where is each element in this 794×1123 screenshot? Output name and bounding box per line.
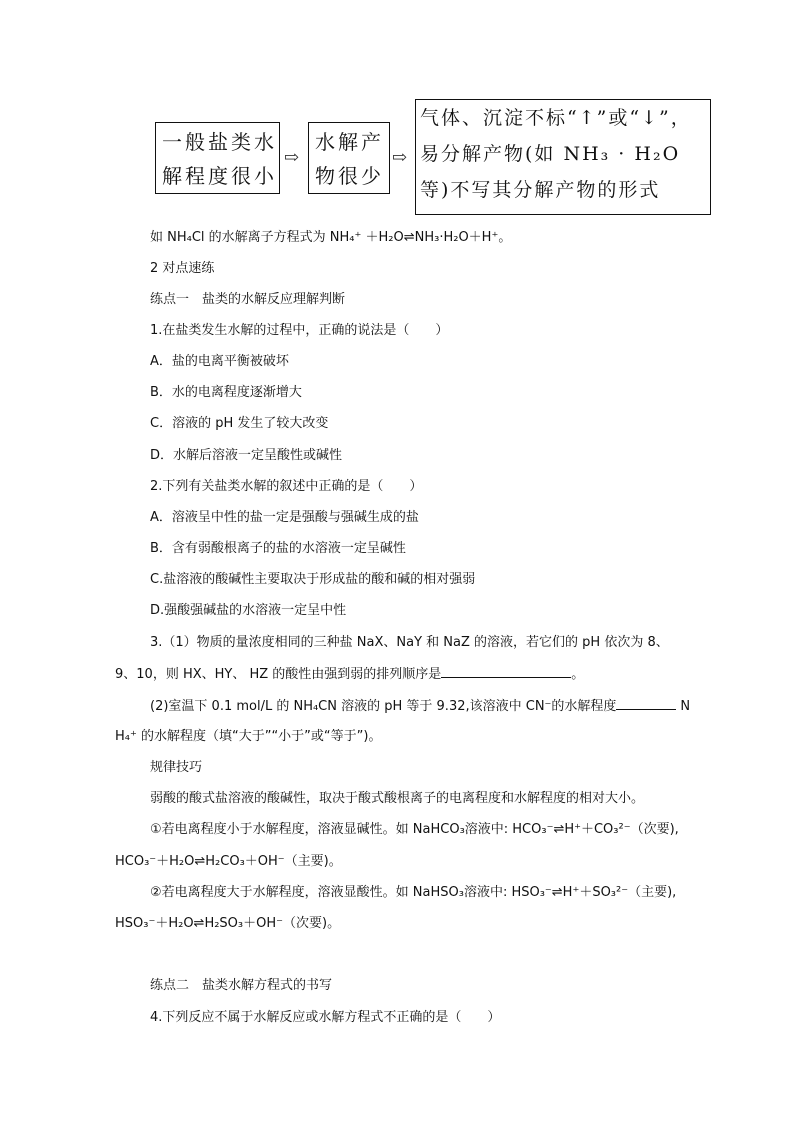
q3-text: 9、10，则 HX、HY、 HZ 的酸性由强到弱的排列顺序是 (115, 667, 442, 682)
rule-text: 弱酸的酸式盐溶液的酸碱性，取决于酸式酸根离子的电离程度和水解程度的相对大小。 (150, 791, 645, 806)
q2-option-a: A．溶液呈中性的盐一定是强酸与强碱生成的盐 (150, 510, 419, 525)
q3-period: 。 (571, 667, 585, 682)
flow-box1-line1: 一般盐类水 (162, 130, 277, 154)
question-1: 1.在盐类发生水解的过程中，正确的说法是（ ） (150, 323, 449, 338)
rule-2-line2: HSO₃⁻＋H₂O⇌H₂SO₃＋OH⁻（次要)。 (115, 916, 341, 931)
q3b-wrap: N (680, 699, 691, 714)
answer-blank[interactable] (616, 696, 676, 710)
question-4: 4.下列反应不属于水解反应或水解方程式不正确的是（ ） (150, 1010, 501, 1025)
right-arrow-icon: ⇨ (284, 147, 300, 168)
q1-option-a: A．盐的电离平衡被破坏 (150, 354, 289, 369)
flow-box3-line2: 易分解产物(如 NH₃ · H₂O (420, 143, 681, 165)
rule-heading: 规律技巧 (150, 760, 203, 775)
q2-option-b: B．含有弱酸根离子的盐的水溶液一定呈碱性 (150, 541, 406, 556)
flow-box1-line2: 解程度很小 (162, 164, 277, 188)
q1-option-b: B．水的电离程度逐渐增大 (150, 385, 302, 400)
example-equation: 如 NH₄Cl 的水解离子方程式为 NH₄⁺ ＋H₂O⇌NH₃·H₂O＋H⁺。 (150, 230, 512, 245)
q3b-text: (2)室温下 0.1 mol/L 的 NH₄CN 溶液的 pH 等于 9.32,该溶液中 CN⁻的水解程度 (150, 699, 617, 714)
flow-box3-line1: 气体、沉淀不标“↑”或“↓”， (420, 107, 692, 129)
q2-option-c: C.盐溶液的酸碱性主要取决于形成盐的酸和碱的相对强弱 (150, 572, 476, 587)
q2-option-d: D.强酸强碱盐的水溶液一定呈中性 (150, 603, 347, 618)
answer-blank[interactable] (441, 664, 571, 678)
practice-point-1: 练点一 盐类的水解反应理解判断 (150, 292, 346, 307)
q1-option-d: D．水解后溶液一定呈酸性或碱性 (150, 448, 343, 463)
flow-box-small-hydrolysis (155, 122, 280, 194)
flow-box-few-products (308, 122, 390, 194)
question-3-part-2-line2: H₄⁺ 的水解程度（填“大于”“小于”或“等于”)。 (115, 729, 382, 744)
rule-1-line1: ①若电离程度小于水解程度，溶液显碱性。如 NaHCO₃溶液中: HCO₃⁻⇌H⁺＋CO₃²⁻（次要), (150, 822, 679, 837)
flow-box2-line1: 水解产 (315, 130, 384, 154)
question-3-part-1-line2 (115, 664, 714, 685)
flow-box-writing-rules (415, 99, 711, 215)
section-heading: 2 对点速练 (150, 261, 215, 276)
q1-option-c: C．溶液的 pH 发生了较大改变 (150, 416, 329, 431)
question-2: 2.下列有关盐类水解的叙述中正确的是（ ） (150, 479, 423, 494)
question-3-part-2-line1 (150, 696, 714, 717)
rule-1-line2: HCO₃⁻＋H₂O⇌H₂CO₃＋OH⁻（主要)。 (115, 854, 342, 869)
rule-2-line1: ②若电离程度大于水解程度，溶液显酸性。如 NaHSO₃溶液中: HSO₃⁻⇌H⁺＋SO₃²⁻（主要), (150, 885, 677, 900)
practice-point-2: 练点二 盐类水解方程式的书写 (150, 978, 333, 993)
flow-box3-line3: 等)不写其分解产物的形式 (420, 179, 661, 201)
right-arrow-icon: ⇨ (392, 147, 408, 168)
flow-box2-line2: 物很少 (315, 164, 384, 188)
hydrolysis-flow-diagram (155, 99, 715, 219)
question-3-part-1-line1: 3.（1）物质的量浓度相同的三种盐 NaX、NaY 和 NaZ 的溶液，若它们的 pH 依次为 8、 (150, 635, 669, 650)
